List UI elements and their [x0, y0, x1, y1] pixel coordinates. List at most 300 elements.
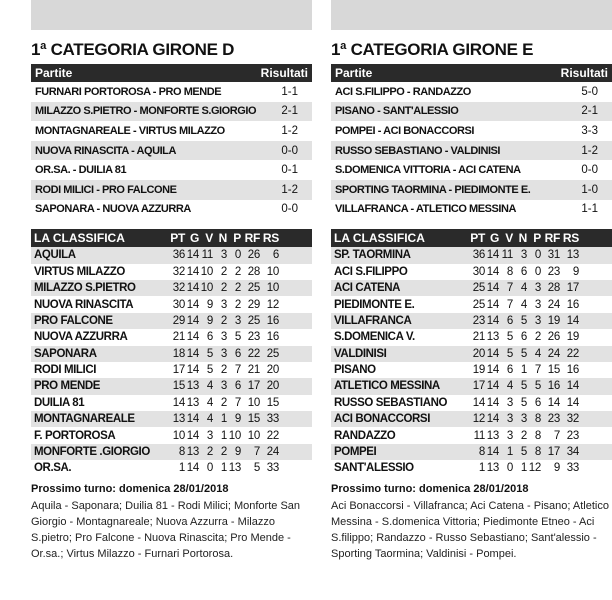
- stat-n: 3: [220, 298, 227, 311]
- result-row: [331, 141, 612, 161]
- stat-rf: 26: [247, 249, 260, 262]
- standings-row: [31, 329, 312, 345]
- standings-row: [331, 395, 612, 411]
- result-row: [31, 200, 312, 220]
- stat-v: 1: [506, 446, 513, 459]
- col-rs: RS: [262, 231, 279, 246]
- standings-row: [31, 395, 312, 411]
- stat-rs: 12: [266, 298, 279, 311]
- stat-p: 9: [234, 413, 241, 426]
- stat-g: 14: [186, 331, 199, 344]
- stat-rs: 24: [266, 446, 279, 459]
- stat-pt: 21: [472, 331, 485, 344]
- stat-p: 13: [228, 462, 241, 475]
- stat-rs: 16: [266, 314, 279, 327]
- team-name: OR.SA.: [34, 462, 72, 475]
- team-name: MONFORTE .GIORGIO: [34, 446, 150, 459]
- result-row: [31, 180, 312, 200]
- stat-rf: 15: [247, 413, 260, 426]
- match-name: NUOVA RINASCITA - AQUILA: [35, 144, 176, 157]
- stat-rf: 26: [547, 331, 560, 344]
- stat-rs: 15: [266, 396, 279, 409]
- stat-rs: 14: [566, 396, 579, 409]
- match-name: S.DOMENICA VITTORIA - ACI CATENA: [335, 164, 521, 177]
- stat-p: 6: [534, 396, 541, 409]
- next-round-title: Prossimo turno: domenica 28/01/2018: [331, 482, 529, 495]
- stat-v: 3: [206, 429, 213, 442]
- team-name: ACI S.FILIPPO: [334, 265, 408, 278]
- team-name: VALDINISI: [334, 347, 387, 360]
- stat-p: 0: [234, 249, 241, 262]
- stat-v: 6: [206, 331, 213, 344]
- stat-n: 5: [520, 380, 527, 393]
- stat-g: 14: [186, 265, 199, 278]
- stat-rf: 25: [247, 314, 260, 327]
- stat-n: 1: [520, 364, 527, 377]
- stat-g: 13: [486, 429, 499, 442]
- stat-v: 10: [200, 265, 213, 278]
- stat-p: 5: [234, 331, 241, 344]
- stat-p: 3: [234, 314, 241, 327]
- col-v: V: [205, 231, 213, 246]
- team-name: ACI CATENA: [334, 282, 401, 295]
- match-score: 1-0: [581, 183, 598, 196]
- team-name: VILLAFRANCA: [334, 314, 412, 327]
- match-score: 1-1: [281, 85, 298, 98]
- stat-pt: 32: [172, 282, 185, 295]
- team-name: ACI BONACCORSI: [334, 413, 430, 426]
- match-score: 0-0: [281, 203, 298, 216]
- stat-rf: 14: [547, 396, 560, 409]
- stat-pt: 12: [472, 413, 485, 426]
- stat-rs: 33: [266, 413, 279, 426]
- stat-g: 14: [486, 380, 499, 393]
- stat-rs: 16: [566, 298, 579, 311]
- next-round-fixtures: Aquila - Saponara; Duilia 81 - Rodi Milici; Monforte San Giorgio - Montagnareale; Nuova Azzurra - Milazzo S.pietro; Pro Falcone - Nuova Rinascita; Pro Mende - Or.sa.; Virtus Milazzo - Furnari Portorosa.: [31, 499, 301, 561]
- stat-n: 6: [520, 265, 527, 278]
- stat-rs: 10: [266, 265, 279, 278]
- stat-n: 2: [220, 282, 227, 295]
- standings-row: [31, 346, 312, 362]
- stat-pt: 10: [172, 429, 185, 442]
- result-row: [331, 200, 612, 220]
- stat-p: 3: [534, 282, 541, 295]
- stat-n: 2: [220, 446, 227, 459]
- results-header: [31, 64, 312, 82]
- stat-pt: 14: [472, 396, 485, 409]
- stat-g: 14: [186, 249, 199, 262]
- standings-row: [331, 280, 612, 296]
- section-title: 1ª CATEGORIA GIRONE E: [331, 40, 534, 59]
- result-row: [31, 160, 312, 180]
- team-name: ATLETICO MESSINA: [334, 380, 440, 393]
- stat-p: 8: [534, 413, 541, 426]
- standings-row: [31, 460, 312, 476]
- stat-n: 3: [220, 380, 227, 393]
- stat-pt: 14: [172, 396, 185, 409]
- team-name: MILAZZO S.PIETRO: [34, 282, 136, 295]
- stat-rs: 9: [572, 265, 579, 278]
- stat-g: 13: [186, 446, 199, 459]
- stat-rf: 23: [547, 265, 560, 278]
- stat-rs: 16: [566, 364, 579, 377]
- stat-pt: 8: [478, 446, 485, 459]
- stat-g: 14: [186, 413, 199, 426]
- stat-pt: 1: [178, 462, 185, 475]
- standings-row: [331, 378, 612, 394]
- match-name: RUSSO SEBASTIANO - VALDINISI: [335, 144, 501, 157]
- stat-rs: 23: [566, 429, 579, 442]
- stat-v: 5: [206, 347, 213, 360]
- stat-g: 14: [486, 413, 499, 426]
- standings-header: [31, 229, 312, 247]
- stat-n: 1: [520, 462, 527, 475]
- stat-v: 2: [206, 446, 213, 459]
- stat-p: 8: [534, 429, 541, 442]
- result-row: [331, 82, 612, 102]
- stat-n: 3: [220, 347, 227, 360]
- stat-g: 14: [486, 364, 499, 377]
- stat-rf: 9: [553, 462, 560, 475]
- team-name: AQUILA: [34, 249, 76, 262]
- stat-p: 2: [534, 331, 541, 344]
- team-name: RUSSO SEBASTIANO: [334, 396, 448, 409]
- stat-n: 5: [520, 314, 527, 327]
- team-name: VIRTUS MILAZZO: [34, 265, 125, 278]
- result-row: [331, 121, 612, 141]
- next-round-title: Prossimo turno: domenica 28/01/2018: [31, 482, 229, 495]
- stat-pt: 30: [472, 265, 485, 278]
- stat-n: 1: [220, 462, 227, 475]
- stat-rs: 13: [566, 249, 579, 262]
- stat-rs: 25: [266, 347, 279, 360]
- stat-rf: 22: [247, 347, 260, 360]
- col-rf: RF: [244, 231, 260, 246]
- match-name: FURNARI PORTOROSA - PRO MENDE: [35, 85, 222, 98]
- stat-v: 6: [506, 314, 513, 327]
- col-rf: RF: [544, 231, 560, 246]
- stat-g: 14: [186, 314, 199, 327]
- stat-rs: 33: [266, 462, 279, 475]
- stat-g: 14: [486, 282, 499, 295]
- standings-row: [331, 362, 612, 378]
- stat-rs: 33: [566, 462, 579, 475]
- result-row: [31, 121, 312, 141]
- results-list: [31, 82, 312, 219]
- stat-n: 4: [520, 298, 527, 311]
- stat-n: 2: [220, 396, 227, 409]
- stat-rf: 17: [547, 446, 560, 459]
- stat-p: 6: [234, 380, 241, 393]
- team-name: SAPONARA: [34, 347, 97, 360]
- stat-rs: 10: [266, 282, 279, 295]
- result-row: [331, 180, 612, 200]
- stat-pt: 30: [172, 298, 185, 311]
- result-row: [331, 102, 612, 122]
- stat-p: 7: [234, 364, 241, 377]
- stat-p: 7: [234, 396, 241, 409]
- team-name: PRO MENDE: [34, 380, 101, 393]
- stat-p: 12: [528, 462, 541, 475]
- stat-n: 3: [220, 331, 227, 344]
- col-p: P: [233, 231, 241, 246]
- girone-e-column: [331, 0, 612, 562]
- col-g: G: [489, 231, 499, 246]
- standings-row: [31, 444, 312, 460]
- stat-pt: 17: [472, 380, 485, 393]
- stat-rs: 20: [266, 380, 279, 393]
- stat-n: 5: [520, 396, 527, 409]
- match-name: RODI MILICI - PRO FALCONE: [35, 183, 177, 196]
- match-score: 0-0: [281, 144, 298, 157]
- stat-rs: 34: [566, 446, 579, 459]
- stat-v: 3: [506, 413, 513, 426]
- stat-rs: 32: [566, 413, 579, 426]
- stat-g: 14: [186, 462, 199, 475]
- standings-row: [331, 313, 612, 329]
- stat-pt: 36: [472, 249, 485, 262]
- stat-v: 5: [506, 331, 513, 344]
- stat-rf: 23: [547, 413, 560, 426]
- match-score: 2-1: [281, 105, 298, 118]
- match-score: 1-2: [281, 183, 298, 196]
- stat-rf: 17: [247, 380, 260, 393]
- stat-rf: 23: [247, 331, 260, 344]
- stat-rf: 24: [547, 347, 560, 360]
- stat-g: 14: [186, 298, 199, 311]
- stat-rf: 31: [547, 249, 560, 262]
- standings-row: [331, 411, 612, 427]
- standings-row: [331, 247, 612, 263]
- results-header-label: Partite: [35, 66, 73, 80]
- stat-n: 6: [520, 331, 527, 344]
- stat-n: 5: [520, 347, 527, 360]
- standings-row: [31, 280, 312, 296]
- match-name: SAPONARA - NUOVA AZZURRA: [35, 203, 191, 216]
- stat-pt: 23: [472, 314, 485, 327]
- stat-n: 2: [520, 429, 527, 442]
- stat-rs: 20: [266, 364, 279, 377]
- team-name: S.DOMENICA V.: [334, 331, 415, 344]
- standings-header-label: LA CLASSIFICA: [34, 231, 125, 246]
- stat-v: 11: [201, 249, 213, 262]
- stat-v: 0: [206, 462, 213, 475]
- result-row: [331, 160, 612, 180]
- standings-row: [331, 444, 612, 460]
- stat-p: 2: [234, 282, 241, 295]
- stat-g: 14: [486, 347, 499, 360]
- match-name: MONTAGNAREALE - VIRTUS MILAZZO: [35, 124, 225, 137]
- result-row: [31, 102, 312, 122]
- standings-row: [331, 346, 612, 362]
- stat-p: 5: [534, 380, 541, 393]
- team-name: PIEDIMONTE E.: [334, 298, 415, 311]
- stat-g: 14: [486, 249, 499, 262]
- stat-g: 14: [486, 314, 499, 327]
- stat-n: 3: [520, 249, 527, 262]
- standings-row: [31, 362, 312, 378]
- standings-table: [31, 247, 312, 476]
- match-name: MILAZZO S.PIETRO - MONFORTE S.GIORGIO: [35, 105, 257, 118]
- results-list: [331, 82, 612, 219]
- stat-g: 14: [186, 364, 199, 377]
- stat-pt: 1: [478, 462, 485, 475]
- stat-pt: 11: [473, 429, 485, 442]
- stat-v: 6: [506, 364, 513, 377]
- stat-rf: 10: [247, 429, 260, 442]
- stat-pt: 17: [172, 364, 185, 377]
- stat-v: 7: [506, 282, 513, 295]
- stat-g: 14: [486, 396, 499, 409]
- match-name: ACI S.FILIPPO - RANDAZZO: [335, 85, 471, 98]
- team-name: SP. TAORMINA: [334, 249, 411, 262]
- stat-pt: 19: [472, 364, 485, 377]
- team-name: SANT'ALESSIO: [334, 462, 414, 475]
- stat-p: 6: [234, 347, 241, 360]
- stat-pt: 25: [472, 298, 485, 311]
- stat-pt: 20: [472, 347, 485, 360]
- stat-pt: 8: [178, 446, 185, 459]
- stat-g: 13: [486, 331, 499, 344]
- col-n: N: [518, 231, 527, 246]
- standings-header: [331, 229, 612, 247]
- stat-p: 9: [234, 446, 241, 459]
- stat-pt: 25: [472, 282, 485, 295]
- stat-pt: 29: [172, 314, 185, 327]
- standings-row: [331, 329, 612, 345]
- match-score: 1-1: [581, 203, 598, 216]
- stat-g: 14: [486, 446, 499, 459]
- standings-header-label: LA CLASSIFICA: [334, 231, 425, 246]
- standings-row: [331, 427, 612, 443]
- team-name: POMPEI: [334, 446, 377, 459]
- col-p: P: [533, 231, 541, 246]
- stat-p: 0: [534, 265, 541, 278]
- stat-rs: 16: [266, 331, 279, 344]
- stat-v: 10: [200, 282, 213, 295]
- standings-row: [331, 460, 612, 476]
- section-title: 1ª CATEGORIA GIRONE D: [31, 40, 235, 59]
- stat-rf: 10: [247, 396, 260, 409]
- stat-n: 1: [220, 413, 227, 426]
- col-n: N: [218, 231, 227, 246]
- stat-g: 14: [186, 429, 199, 442]
- stat-rf: 25: [247, 282, 260, 295]
- stat-v: 8: [506, 265, 513, 278]
- stat-rf: 5: [253, 462, 260, 475]
- header-bar: [331, 0, 612, 30]
- team-name: RODI MILICI: [34, 364, 97, 377]
- standings-row: [31, 313, 312, 329]
- stat-g: 14: [186, 347, 199, 360]
- stat-rs: 14: [566, 314, 579, 327]
- match-name: PISANO - SANT'ALESSIO: [335, 105, 459, 118]
- team-name: PRO FALCONE: [34, 314, 113, 327]
- stat-rs: 22: [266, 429, 279, 442]
- stat-n: 1: [220, 429, 227, 442]
- stat-v: 4: [206, 396, 213, 409]
- stat-g: 14: [486, 265, 499, 278]
- col-pt: PT: [170, 231, 185, 246]
- stat-g: 14: [486, 298, 499, 311]
- stat-n: 2: [220, 364, 227, 377]
- stat-rf: 28: [547, 282, 560, 295]
- stat-g: 13: [186, 380, 199, 393]
- stat-rs: 6: [272, 249, 279, 262]
- match-name: OR.SA. - DUILIA 81: [35, 164, 127, 177]
- standings-table: [331, 247, 612, 476]
- stat-rf: 21: [247, 364, 260, 377]
- stat-v: 4: [206, 413, 213, 426]
- stat-p: 0: [534, 249, 541, 262]
- stat-pt: 21: [172, 331, 185, 344]
- stat-rf: 15: [547, 364, 560, 377]
- stat-n: 5: [520, 446, 527, 459]
- match-score: 5-0: [581, 85, 598, 98]
- stat-rf: 16: [547, 380, 560, 393]
- stat-v: 3: [506, 396, 513, 409]
- team-name: NUOVA RINASCITA: [34, 298, 134, 311]
- stat-p: 2: [234, 298, 241, 311]
- standings-row: [31, 378, 312, 394]
- stat-v: 9: [206, 314, 213, 327]
- stat-rf: 29: [247, 298, 260, 311]
- match-score: 1-2: [281, 124, 298, 137]
- standings-row: [31, 264, 312, 280]
- stat-rf: 7: [553, 429, 560, 442]
- stat-p: 3: [534, 298, 541, 311]
- team-name: DUILIA 81: [34, 396, 85, 409]
- stat-pt: 18: [172, 347, 185, 360]
- stat-pt: 32: [172, 265, 185, 278]
- stat-rs: 22: [566, 347, 579, 360]
- stat-rf: 24: [547, 298, 560, 311]
- stat-v: 4: [506, 380, 513, 393]
- col-rs: RS: [562, 231, 579, 246]
- stat-n: 3: [220, 249, 227, 262]
- stat-v: 0: [506, 462, 513, 475]
- result-row: [31, 141, 312, 161]
- team-name: NUOVA AZZURRA: [34, 331, 128, 344]
- results-header: [331, 64, 612, 82]
- team-name: F. PORTOROSA: [34, 429, 116, 442]
- girone-d-column: [31, 0, 312, 562]
- stat-p: 2: [234, 265, 241, 278]
- stat-n: 2: [220, 314, 227, 327]
- stat-v: 5: [506, 347, 513, 360]
- col-pt: PT: [470, 231, 485, 246]
- stat-rs: 19: [566, 331, 579, 344]
- col-g: G: [189, 231, 199, 246]
- standings-row: [331, 296, 612, 312]
- stat-v: 3: [506, 429, 513, 442]
- stat-g: 13: [486, 462, 499, 475]
- stat-pt: 13: [172, 413, 185, 426]
- standings-row: [31, 427, 312, 443]
- stat-rs: 17: [566, 282, 579, 295]
- stat-p: 8: [534, 446, 541, 459]
- stat-p: 10: [228, 429, 241, 442]
- results-header-score: Risultati: [260, 66, 308, 80]
- match-name: VILLAFRANCA - ATLETICO MESSINA: [335, 203, 517, 216]
- stat-pt: 15: [172, 380, 185, 393]
- col-v: V: [505, 231, 513, 246]
- match-score: 1-2: [581, 144, 598, 157]
- results-header-label: Partite: [335, 66, 373, 80]
- match-score: 3-3: [581, 124, 598, 137]
- stat-rs: 14: [566, 380, 579, 393]
- header-bar: [31, 0, 312, 30]
